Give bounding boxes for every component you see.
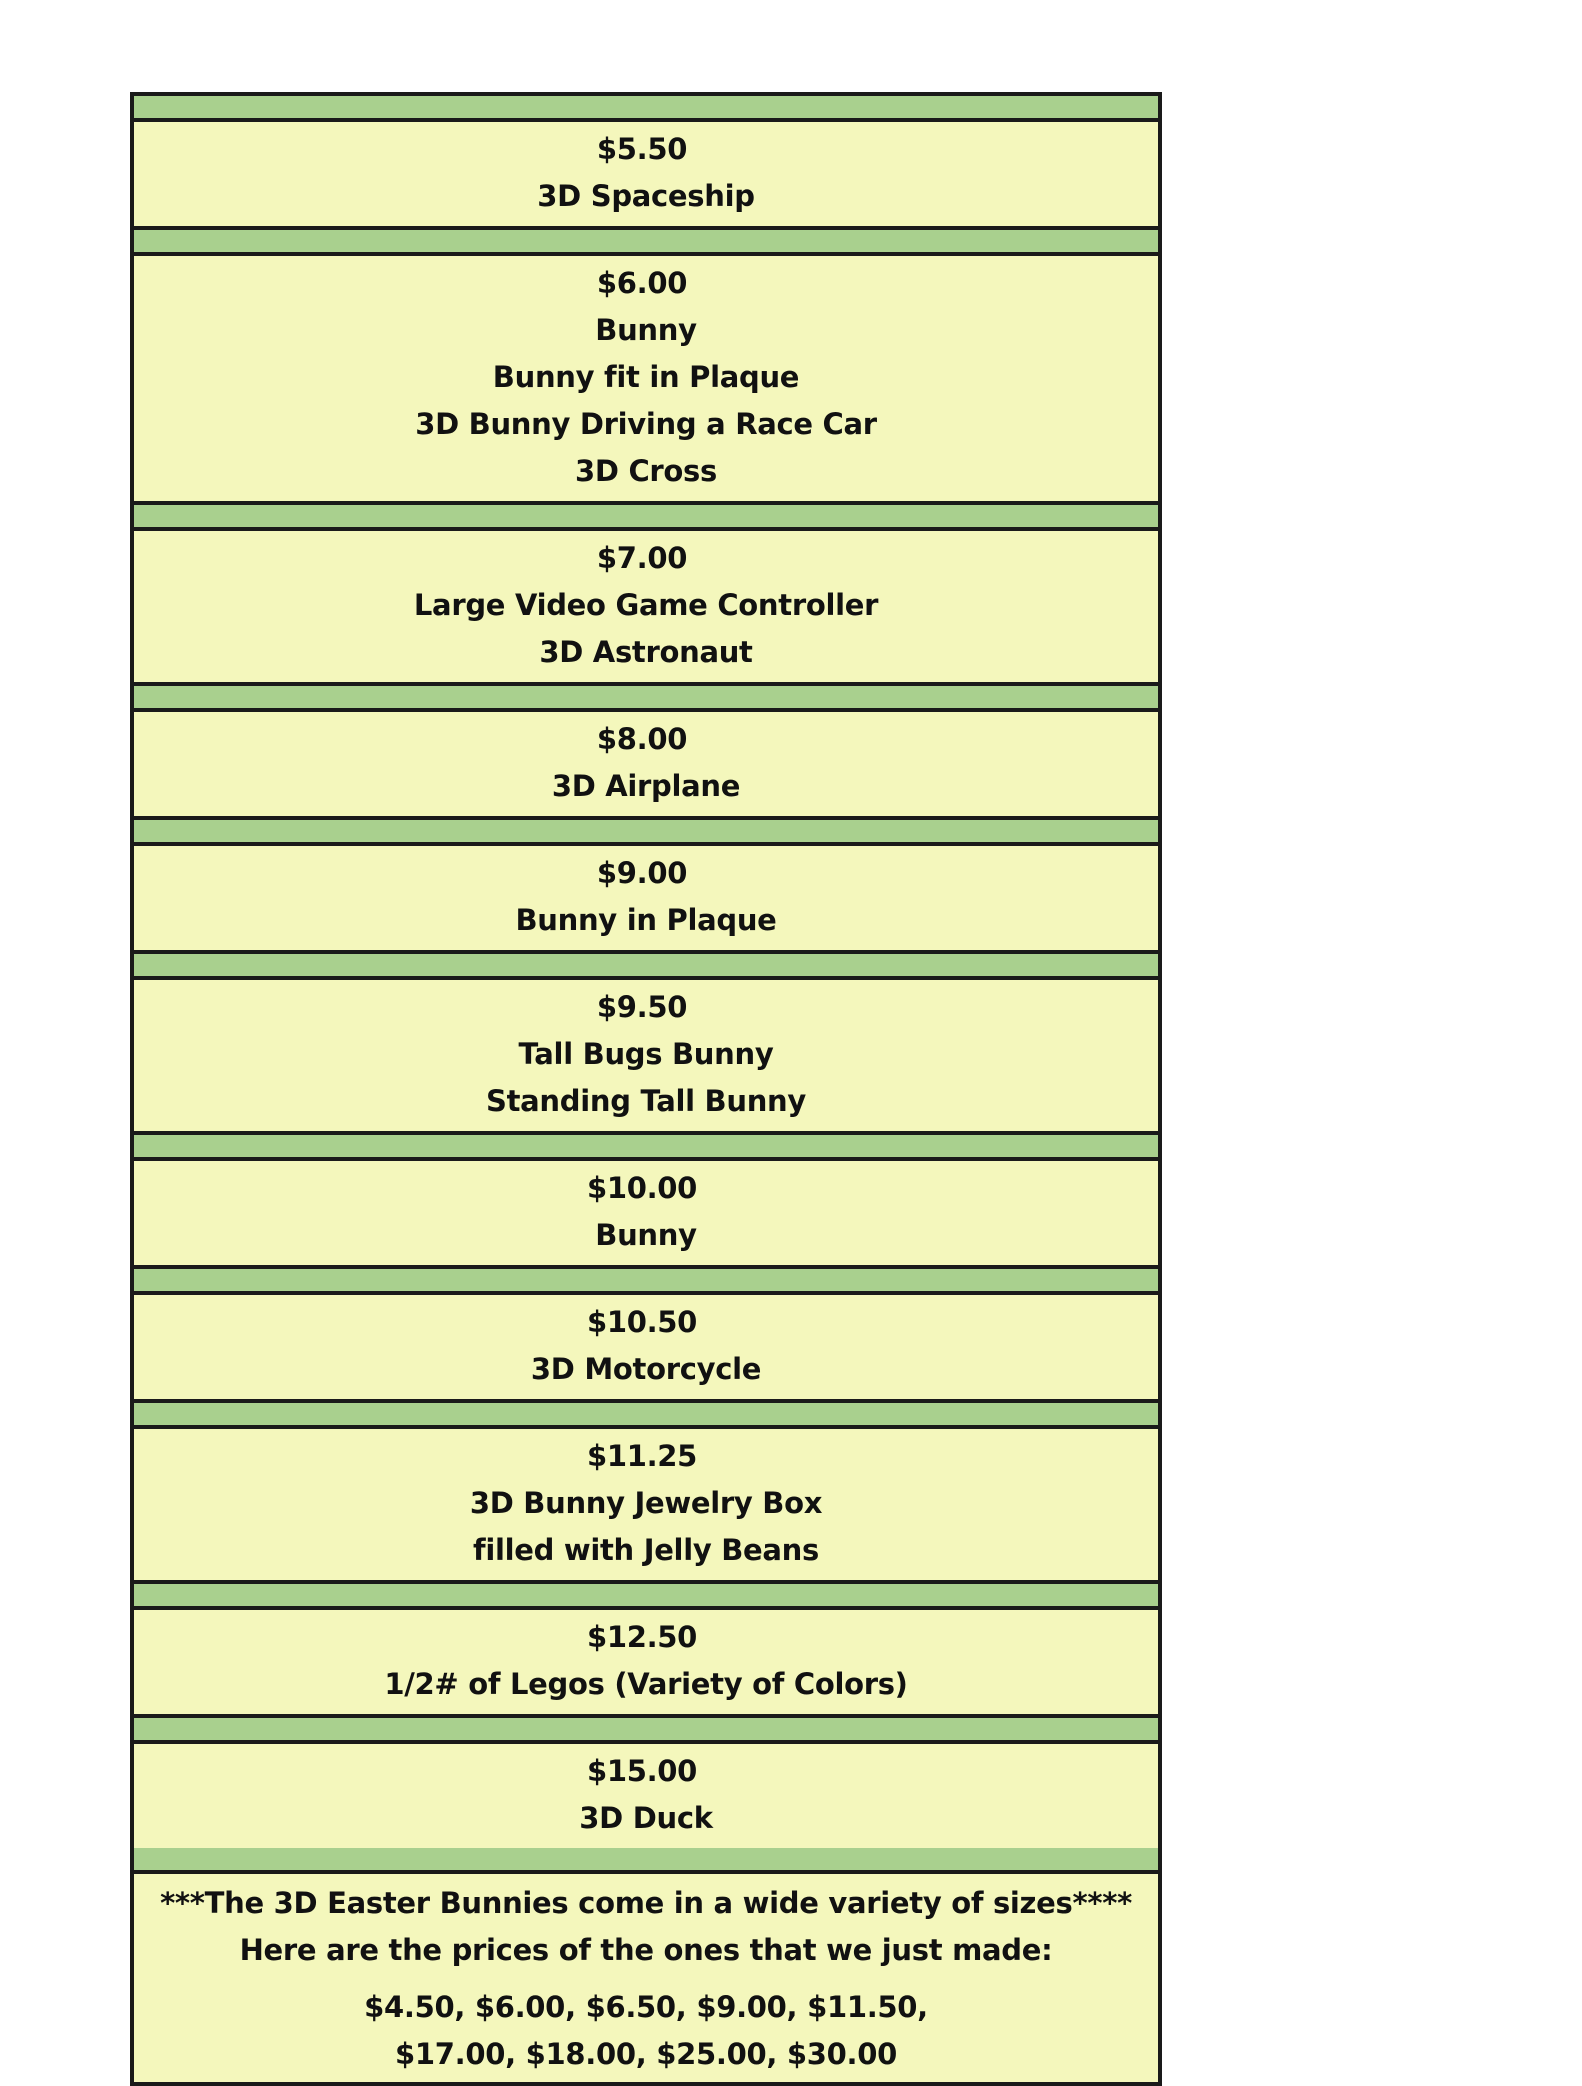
band-separator xyxy=(134,820,1158,846)
note-prices-line-1: $4.50, $6.00, $6.50, $9.00, $11.50, xyxy=(364,1990,928,2024)
price-group xyxy=(134,1429,1158,1584)
band-separator xyxy=(134,505,1158,531)
price-label: $8.00 xyxy=(596,722,688,756)
band-separator xyxy=(134,686,1158,712)
band-separator xyxy=(134,954,1158,980)
price-group xyxy=(134,1744,1158,1848)
item-name: Bunny xyxy=(595,313,697,347)
item-name: Bunny xyxy=(595,1218,697,1252)
bunny-sizes-note xyxy=(134,1874,1158,2082)
price-group xyxy=(134,531,1158,686)
price-label: $12.50 xyxy=(586,1620,698,1654)
item-name: Large Video Game Controller xyxy=(413,588,879,622)
price-label: $7.00 xyxy=(596,541,688,575)
price-label: $9.00 xyxy=(596,856,688,890)
item-name: 3D Airplane xyxy=(551,769,741,803)
item-name: Bunny in Plaque xyxy=(515,903,777,937)
item-name: 3D Duck xyxy=(579,1801,713,1835)
item-name: 3D Cross xyxy=(575,454,717,488)
price-group xyxy=(134,846,1158,954)
band-separator xyxy=(134,1403,1158,1429)
note-heading: ***The 3D Easter Bunnies come in a wide variety of sizes**** xyxy=(160,1886,1132,1920)
item-name: 3D Motorcycle xyxy=(530,1352,762,1386)
band-separator xyxy=(134,1584,1158,1610)
band-separator xyxy=(134,1848,1158,1874)
price-label: $6.00 xyxy=(596,266,688,300)
price-group xyxy=(134,712,1158,820)
band-separator xyxy=(134,230,1158,256)
price-groups xyxy=(134,96,1158,1848)
item-name: filled with Jelly Beans xyxy=(473,1533,819,1567)
price-group xyxy=(134,1161,1158,1269)
price-group xyxy=(134,256,1158,505)
price-label: $9.50 xyxy=(596,990,688,1024)
price-label: $15.00 xyxy=(586,1754,698,1788)
price-group xyxy=(134,1295,1158,1403)
price-label: $10.50 xyxy=(586,1305,698,1339)
item-name: 3D Bunny Driving a Race Car xyxy=(415,407,877,441)
item-name: Bunny fit in Plaque xyxy=(492,360,800,394)
note-prices-line-2: $17.00, $18.00, $25.00, $30.00 xyxy=(395,2037,897,2071)
price-label: $11.25 xyxy=(586,1439,698,1473)
item-name: 3D Bunny Jewelry Box xyxy=(469,1486,823,1520)
price-group xyxy=(134,122,1158,230)
price-label: $5.50 xyxy=(596,132,688,166)
price-label: $10.00 xyxy=(586,1171,698,1205)
price-group xyxy=(134,980,1158,1135)
note-subheading: Here are the prices of the ones that we just made: xyxy=(239,1933,1053,1967)
item-name: Standing Tall Bunny xyxy=(486,1084,806,1118)
item-name: 3D Astronaut xyxy=(539,635,753,669)
item-name: 1/2# of Legos (Variety of Colors) xyxy=(384,1667,908,1701)
price-list-table xyxy=(130,92,1162,2086)
band-separator xyxy=(134,1718,1158,1744)
item-name: 3D Spaceship xyxy=(537,179,755,213)
band-separator xyxy=(134,96,1158,122)
band-separator xyxy=(134,1269,1158,1295)
item-name: Tall Bugs Bunny xyxy=(518,1037,774,1071)
band-separator xyxy=(134,1135,1158,1161)
price-group xyxy=(134,1610,1158,1718)
